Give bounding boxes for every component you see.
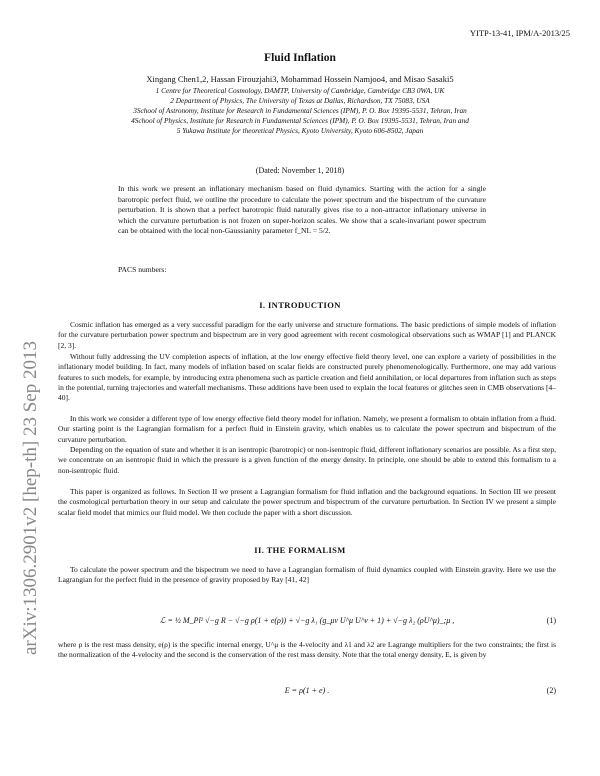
formalism-paragraph-1: To calculate the power spectrum and the bispectrum we need to have a Lagrangian formalism of fluid dynamics coupled with Einstein gravity. Here we use the Lagrangian for the perfect fluid in the presence of gravity proposed by Ray [41, 42] (58, 565, 556, 585)
equation-2-expr: E = ρ(1 + e) . (284, 686, 330, 695)
affiliation-1: 1 Centre for Theoretical Cosmology, DAMTP, University of Cambridge, Cambridge CB3 0WA, UK (155, 86, 445, 95)
equation-1-expr: ℒ = ½ M_Pl² √−g R − √−g ρ(1 + e(ρ)) + √−g λ₁ (g_μν U^μ U^ν + 1) + √−g λ₂ (ρU^μ)_;μ , (159, 616, 455, 625)
formalism-paragraph-2: where ρ is the rest mass density, e(ρ) is the specific internal energy, U^μ is the 4-velocity and λ1 and λ2 are Lagrange multipliers for the two constraints; the first is the normalization of the 4-velocity and the second is the conservation of the rest mass density. Note that the total energy density, E, is given by (58, 640, 556, 660)
arxiv-stamp[interactable] (2, 110, 54, 670)
intro-paragraph-1: Cosmic inflation has emerged as a very successful paradigm for the early universe and structure formations. The basic predictions of simple models of inflation for the curvature perturbation power spectrum and bispectrum are in very good agreement with recent cosmological observations such as WMAP [1] and PLANCK [2, 3]. (58, 320, 556, 350)
date-line: (Dated: November 1, 2018) (255, 166, 345, 175)
pacs-numbers: PACS numbers: (118, 265, 167, 274)
affiliation-2: 2 Department of Physics, The University of Texas at Dallas, Richardson, TX 75083, USA (170, 96, 430, 105)
affiliation-4: 4School of Physics, Institute for Research in Fundamental Sciences (IPM), P. O. Box 19395-5531, Tehran, Iran and (131, 116, 469, 125)
arxiv-stamp-text: arXiv:1306.2901v2 [hep-th] 23 Sep 2013 (20, 341, 41, 655)
intro-paragraph-4: Depending on the equation of state and whether it is an isentropic (barotropic) or non-isentropic fluid, different inflationary scenarios are possible. As a first step, we concentrate on an isentropic fluid in which the pressure is a given function of the energy density. In principle, one should be able to extend this formalism to a non-isentropic fluid. (58, 445, 556, 475)
intro-paragraph-2: Without fully addressing the UV completion aspects of inflation, at the low energy effective field theory level, one can explore a variety of possibilities in the inflationary model building. In fact, many models of inflation based on scalar fields are constructed purely phenomenologically. Furthermore, one may add various features to such models, for example, by introducing extra phenomena such as particle creation and field annihilation, or local departures from inflation such as steps in the potential, turning trajectories and waterfall mechanisms. These additions have been used to explain the local features or glitches seen in CMB observations [4–40]. (58, 352, 556, 403)
affiliation-5: 5 Yukawa Institute for theoretical Physics, Kyoto University, Kyoto 606-8502, Japan (176, 126, 424, 135)
intro-paragraph-5: This paper is organized as follows. In Section II we present a Lagrangian formalism for fluid inflation and the background equations. In Section III we present the cosmological perturbation theory in our setup and calculate the power spectrum and bispectrum of the curvature perturbation. In Section IV we present a simple scalar field model that mimics our fluid model. We then coclude the paper with a short discussion. (58, 487, 556, 517)
equation-2-number: (2) (546, 686, 556, 695)
section-heading-introduction: I. INTRODUCTION (259, 300, 341, 310)
affiliation-3: 3School of Astronomy, Institute for Research in Fundamental Sciences (IPM), P. O. Box 19395-5531, Tehran, Iran (133, 106, 467, 115)
paper-title: Fluid Inflation (264, 52, 336, 64)
author-list: Xingang Chen1,2, Hassan Firouzjahi3, Mohammad Hossein Namjoo4, and Misao Sasaki5 (146, 74, 454, 84)
section-heading-formalism: II. THE FORMALISM (254, 545, 346, 555)
equation-1 (58, 616, 556, 625)
intro-paragraph-3: In this work we consider a different type of low energy effective field theory model for inflation. Namely, we present a formalism to obtain inflation from a fluid. Our starting point is the Lagrangian formalism for a perfect fluid in Einstein gravity, which enables us to calculate the power spectrum and bispectrum of the curvature perturbation. (58, 414, 556, 444)
report-id: YITP-13-41, IPM/A-2013/25 (469, 28, 570, 38)
equation-1-number: (1) (546, 616, 556, 625)
equation-2 (58, 686, 556, 695)
abstract: In this work we present an inflationary mechanism based on fluid dynamics. Starting with the action for a single barotropic perfect fluid, we outline the procedure to calculate the power spectrum and the bispectrum of the curvature perturbation. It is shown that a perfect barotropic fluid naturally gives rise to a non-attractor inflationary universe in which the curvature perturbation is not frozen on super-horizon scales. We show that a scale-invariant power spectrum can be obtained with the local non-Gaussianity parameter f_NL = 5/2. (118, 184, 486, 235)
